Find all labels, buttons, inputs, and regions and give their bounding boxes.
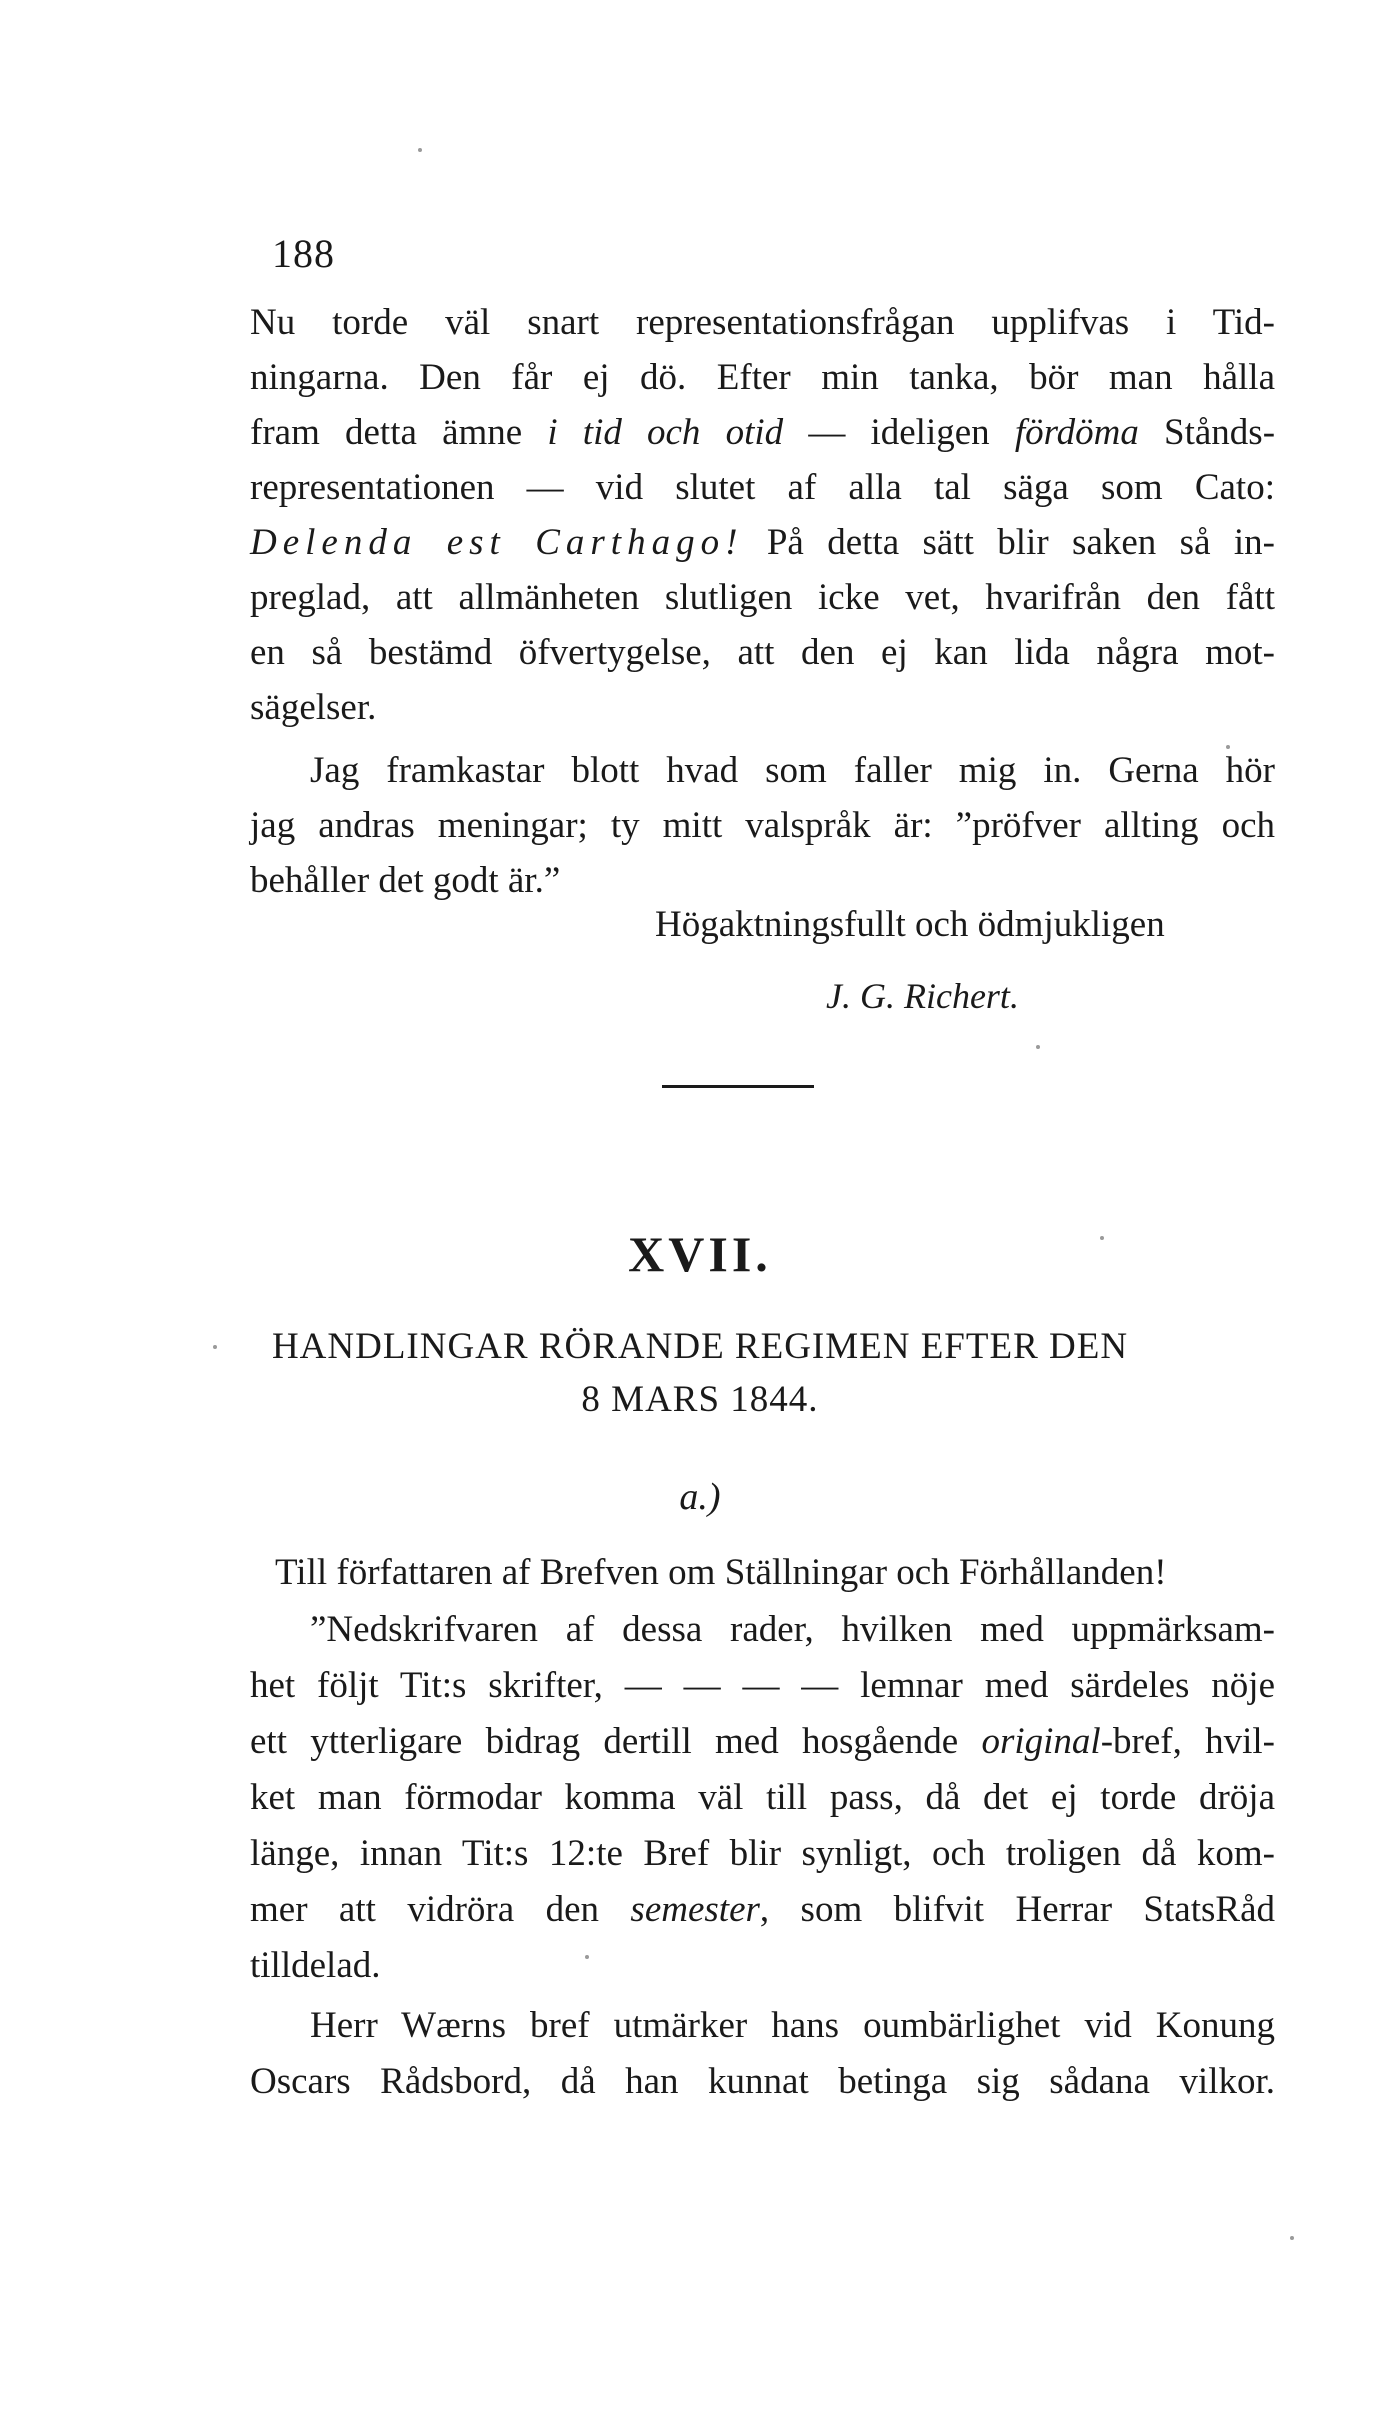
text-segment: — ideligen [783,412,1015,453]
text-line [250,801,1275,851]
text-segment: Till författaren af Brefven om Ställningar och Förhållanden! [275,1552,1167,1593]
text-line [250,1661,1275,1711]
paper-speck [1226,745,1230,749]
paper-speck [1100,1236,1104,1240]
text-line [250,353,1275,403]
text-segment: fram detta ämne [250,412,548,453]
text-line [250,1773,1275,1823]
text-line [250,1829,1275,1879]
text-line [250,856,1275,906]
italic-text: semester [630,1889,760,1930]
text-segment: mer att vidröra den [250,1889,631,1930]
text-line [250,408,1275,458]
text-segment: , som blifvit Herrar StatsRåd [759,1889,1275,1930]
paper-speck [213,1345,217,1349]
text-segment: Herr Wærns bref utmärker hans oumbärlighet vid Konung [310,2005,1275,2046]
text-segment: Oscars Rådsbord, då han kunnat betinga sig sådana vilkor. [250,2061,1275,2102]
text-line [250,1717,1275,1767]
text-line [250,573,1275,623]
text-segment: preglad, att allmänheten slutligen icke vet, hvarifrån den fått [250,577,1275,618]
text-segment: ket man förmodar komma väl till pass, då det ej torde dröja [250,1777,1275,1818]
text-segment: en så bestämd öfvertygelse, att den ej kan lida några mot- [250,632,1275,673]
text-line [250,683,1275,733]
text-segment: -bref, hvil- [1100,1721,1275,1762]
paper-speck [1036,1045,1040,1049]
text-segment: ett ytterligare bidrag dertill med hosgående [250,1721,982,1762]
text-line [250,1885,1275,1935]
italic-text: original [981,1721,1101,1762]
text-line [310,1605,1275,1655]
italic-text: Delenda est Carthago! [250,522,744,563]
text-line [250,2057,1275,2107]
text-segment: sägelser. [250,687,377,728]
text-line [310,2001,1275,2051]
text-segment: jag andras meningar; ty mitt valspråk är: ”pröfver allting och [250,805,1275,846]
paper-speck [418,148,422,152]
closing-salutation: Högaktningsfullt och ödmjukligen [655,904,1165,945]
text-segment: tilldelad. [250,1945,381,1986]
text-segment: Stånds- [1138,412,1276,453]
italic-text: fördöma [1014,412,1139,453]
text-segment: representationen — vid slutet af alla tal säga som Cato: [250,467,1275,508]
paper-speck [585,1955,589,1959]
text-line [250,463,1275,513]
text-line [275,1548,1300,1598]
section-number: XVII. [628,1226,772,1282]
text-segment: ”Nedskrifvaren af dessa rader, hvilken med uppmärksam- [310,1609,1275,1650]
text-segment: Nu torde väl snart representationsfrågan upplifvas i Tid- [250,302,1275,343]
section-heading-line-1: HANDLINGAR RÖRANDE REGIMEN EFTER DEN [271,1326,1129,1367]
italic-text: i tid och otid [547,412,784,453]
subsection-marker: a.) [679,1476,721,1518]
text-line [310,746,1275,796]
page-number: 188 [272,231,335,276]
text-segment: länge, innan Tit:s 12:te Bref blir synligt, och troligen då kom- [250,1833,1275,1874]
text-segment: behåller det godt är.” [250,860,561,901]
text-line [250,518,1275,568]
text-segment: Jag framkastar blott hvad som faller mig in. Gerna hör [310,750,1275,791]
paper-speck [1290,2236,1294,2240]
text-segment: het följt Tit:s skrifter, — — — — lemnar med särdeles nöje [250,1665,1275,1706]
section-heading-line-2: 8 MARS 1844. [581,1379,819,1420]
text-line [250,628,1275,678]
text-line [250,298,1275,348]
text-line [250,1941,1275,1991]
section-divider-rule [662,1085,814,1088]
text-segment: ningarna. Den får ej dö. Efter min tanka, bör man hålla [250,357,1275,398]
text-segment: På detta sätt blir saken så in- [743,522,1276,563]
signature: J. G. Richert. [826,976,1019,1016]
